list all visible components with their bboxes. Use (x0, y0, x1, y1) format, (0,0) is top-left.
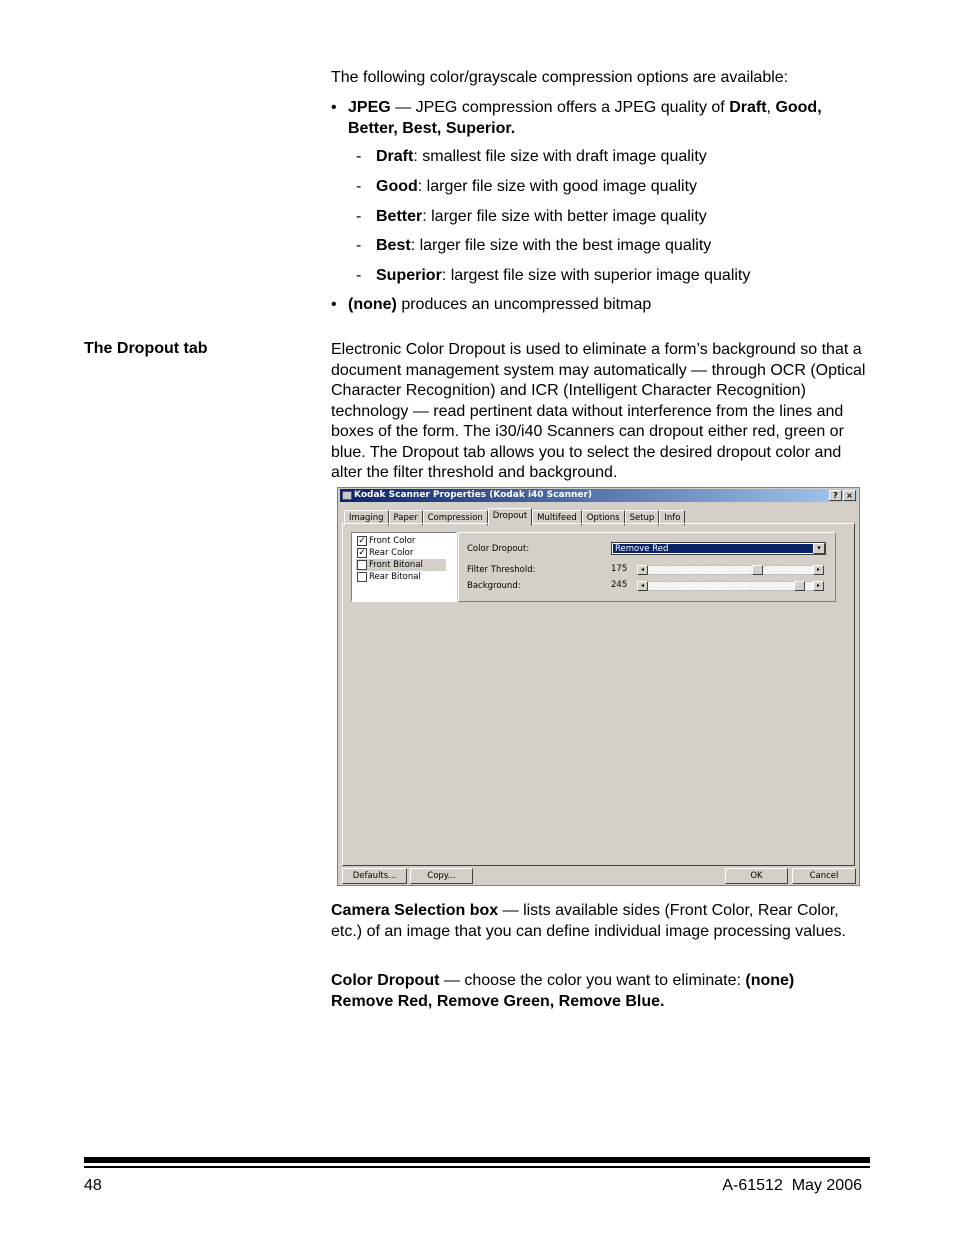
camera-item-rear-color[interactable] (356, 547, 446, 559)
quality-desc: : larger file size with the best image quality (410, 237, 712, 254)
color-options: (none) Remove Red, Remove Green, Remove Blue. (331, 972, 795, 1010)
color-dropout-select[interactable] (611, 542, 826, 555)
filter-threshold-value: 175 (611, 564, 628, 574)
color-dropout-value: Remove Red (613, 544, 813, 553)
bullet-mark: • (331, 99, 337, 116)
list-item (376, 177, 697, 198)
dash-mark: - (356, 178, 362, 195)
left-arrow-icon[interactable]: ◂ (637, 565, 648, 575)
intro-text: The following color/grayscale compression options are available: (331, 69, 789, 86)
tab-options[interactable]: Options (582, 510, 625, 526)
camera-item-rear-bitonal[interactable] (356, 571, 446, 583)
jpeg-term: JPEG (348, 99, 391, 116)
tab-compression[interactable]: Compression (423, 510, 488, 526)
color-term: Color Dropout (331, 972, 440, 989)
scanner-icon (342, 491, 352, 500)
color-dropout-desc (331, 971, 851, 1012)
none-term: (none) (348, 296, 397, 313)
camera-selection-list (351, 532, 457, 602)
right-arrow-icon[interactable]: ▸ (813, 565, 824, 575)
quality-name: Good (376, 178, 418, 195)
background-thumb[interactable] (794, 581, 805, 591)
camera-item-label: Rear Bitonal (369, 572, 421, 582)
checkbox-rear-bitonal[interactable] (357, 572, 367, 582)
quality-desc: : largest file size with superior image quality (441, 267, 751, 284)
left-arrow-icon[interactable]: ◂ (637, 581, 648, 591)
defaults-button[interactable]: Defaults... (342, 868, 407, 884)
jpeg-q1: Draft (729, 99, 767, 116)
quality-name: Superior (376, 267, 442, 284)
list-item (376, 147, 707, 168)
quality-name: Best (376, 237, 411, 254)
dash-mark: - (356, 208, 362, 225)
cancel-button[interactable]: Cancel (792, 868, 856, 884)
page-number: 48 (84, 1177, 102, 1194)
background-label: Background: (467, 581, 521, 591)
camera-item-label: Rear Color (369, 548, 414, 558)
checkbox-front-color[interactable]: ✓ (358, 536, 366, 546)
section-heading: The Dropout tab (84, 340, 208, 357)
jpeg-comma: , (766, 99, 776, 116)
background-value: 245 (611, 580, 628, 590)
doc-id: A-61512 May 2006 (722, 1177, 862, 1194)
jpeg-q-rest: Good, Better, Best, Superior. (348, 99, 822, 137)
camera-item-front-color[interactable] (356, 535, 446, 547)
quality-desc: : smallest file size with draft image quality (413, 148, 707, 165)
dash-mark: - (356, 237, 362, 254)
camera-dash: — (498, 902, 524, 919)
jpeg-dash: — (390, 99, 416, 116)
copy-button[interactable]: Copy... (410, 868, 473, 884)
dropout-paragraph: Electronic Color Dropout is used to eliminate a form’s background so that a document management system may automatically — through OCR (Optical Character Recognition) and ICR (Intelligent Character Recognition) technology — read pertinent data without interference from the lines and boxes of the form. The i30/i40 Scanners can dropout either red, green or blue. The Dropout tab allows you to select the desired dropout color and alter the filter threshold and background. (331, 341, 866, 481)
tab-dropout[interactable]: Dropout (488, 508, 532, 526)
dialog-title: Kodak Scanner Properties (Kodak i40 Scanner) (354, 490, 593, 500)
filter-threshold-thumb[interactable] (752, 565, 763, 575)
tab-multifeed[interactable]: Multifeed (532, 510, 582, 526)
dropout-settings-group (458, 532, 836, 602)
bullet-mark: • (331, 296, 337, 313)
dialog-title-bar (340, 489, 857, 502)
none-text: produces an uncompressed bitmap (396, 296, 652, 313)
checkbox-front-bitonal[interactable] (357, 560, 367, 570)
quality-desc: : larger file size with better image quality (422, 208, 707, 225)
quality-name: Better (376, 208, 423, 225)
camera-text: lists available sides (Front Color, Rear Color, etc.) of an image that you can define individual image processing values. (331, 902, 846, 940)
tab-paper[interactable]: Paper (389, 510, 423, 526)
jpeg-text: JPEG compression offers a JPEG quality of (415, 99, 730, 116)
list-item (376, 207, 707, 228)
tab-info[interactable]: Info (659, 510, 685, 526)
quality-name: Draft (376, 148, 414, 165)
camera-item-label: Front Color (369, 536, 416, 546)
right-arrow-icon[interactable]: ▸ (813, 581, 824, 591)
camera-item-front-bitonal[interactable] (356, 559, 446, 571)
camera-term: Camera Selection box (331, 902, 499, 919)
quality-desc: : larger file size with good image quality (417, 178, 698, 195)
camera-item-label: Front Bitonal (369, 560, 423, 570)
camera-selection-desc (331, 901, 871, 942)
tab-setup[interactable]: Setup (625, 510, 660, 526)
tab-imaging[interactable]: Imaging (344, 510, 389, 526)
color-dash: — (439, 972, 465, 989)
ok-button[interactable]: OK (725, 868, 788, 884)
list-item (376, 266, 750, 287)
tab-strip (344, 508, 685, 524)
checkbox-rear-color[interactable]: ✓ (358, 548, 366, 558)
dash-mark: - (356, 267, 362, 284)
list-item (376, 236, 711, 257)
footer-rule-thick (84, 1157, 870, 1163)
scanner-properties-dialog (337, 487, 860, 886)
dash-mark: - (356, 148, 362, 165)
footer-rule-thin (84, 1166, 870, 1168)
background-slider[interactable] (637, 581, 824, 591)
close-button[interactable]: × (843, 490, 856, 501)
help-button[interactable]: ? (829, 490, 842, 501)
color-dropout-label: Color Dropout: (467, 544, 530, 554)
filter-threshold-label: Filter Threshold: (467, 565, 536, 575)
color-text: choose the color you want to eliminate: (464, 972, 746, 989)
none-item (348, 295, 651, 316)
jpeg-item (348, 98, 868, 139)
filter-threshold-slider[interactable] (637, 565, 824, 575)
chevron-down-icon[interactable]: ▾ (813, 543, 825, 554)
